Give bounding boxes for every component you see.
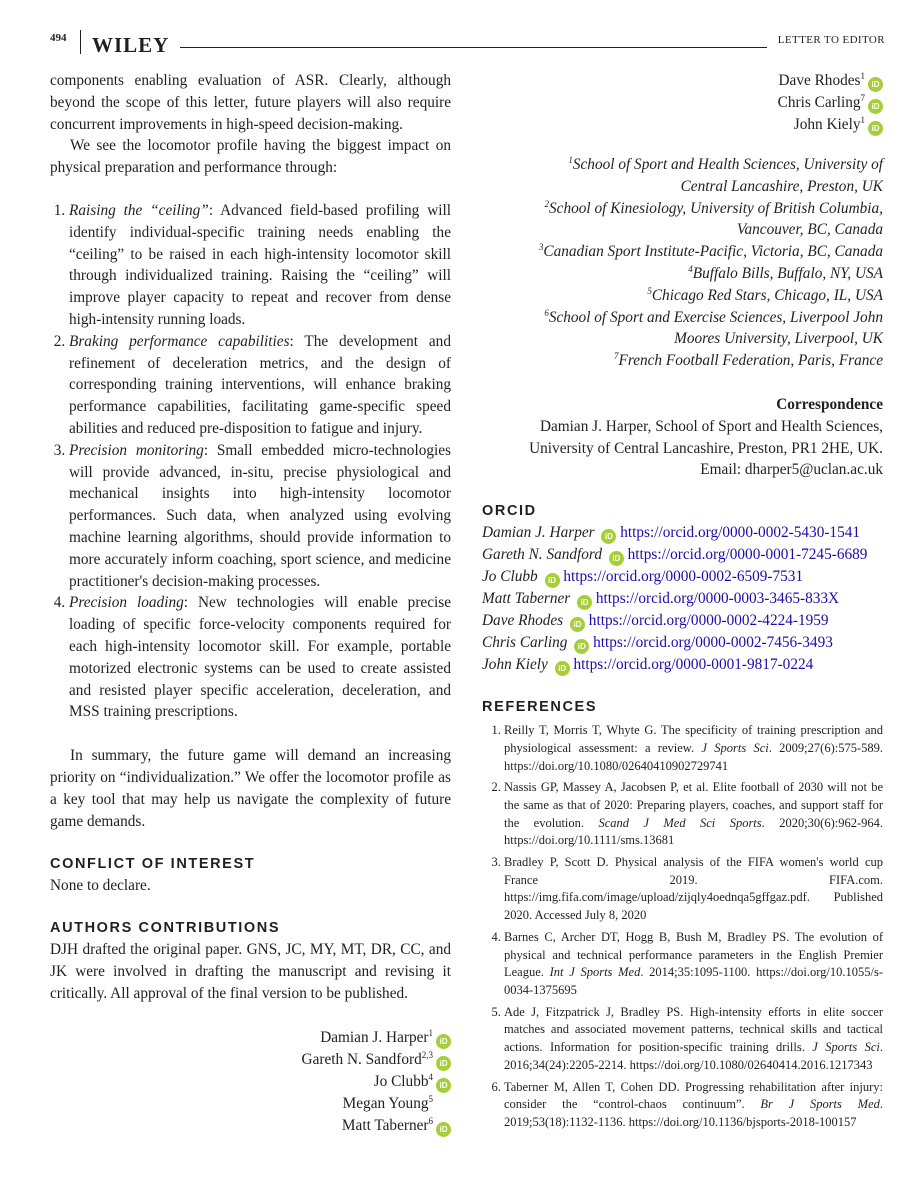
affiliation: $^1$School of Sport and Health Sciences, University of Central Lancashire, Preston, UK: [568, 154, 883, 195]
references-heading: REFERENCES: [482, 699, 598, 716]
orcid-entry: Jo Clubb iD https://orcid.org/0000-0002-6509-7531: [482, 566, 883, 588]
list-item-title: Braking performance capabilities: [69, 332, 290, 350]
orcid-link[interactable]: https://orcid.org/0000-0003-3465-833X: [595, 590, 840, 608]
author-entry: Matt Taberner$^6$iD: [50, 1115, 451, 1137]
affiliation: $^6$School of Sport and Exercise Sciences, Liverpool John Moores University, Liverpool, UK: [544, 307, 883, 348]
orcid-icon[interactable]: iD: [436, 1056, 451, 1071]
orcid-entry: John Kiely iD https://orcid.org/0000-0001-9817-0224: [482, 654, 883, 676]
list-item-text: : New technologies will enable precise loading of specific force-velocity components required for each high-intensity locomotor skill. For example, portable motorized electronic systems can be used to create assisted and resisted player specific acceleration, deceleration, and MSS training prescriptions.: [69, 594, 451, 721]
orcid-icon[interactable]: iD: [436, 1034, 451, 1049]
orcid-icon[interactable]: iD: [577, 595, 592, 610]
author-list-continued: [482, 70, 883, 136]
reference-item: 5. Ade J, Fitzpatrick J, Bradley PS. High-intensity efforts in elite soccer matches and associated movement patterns, technical skills and tactical actions. Information for position-specific training drills. J Sports Sci. 2016;34(24):2205-2214. https://doi.org/10.1080/02640414.2016.1217343: [504, 1004, 883, 1075]
page-header: [50, 30, 885, 58]
orcid-entry: Matt Taberner iD https://orcid.org/0000-0003-3465-833X: [482, 588, 883, 610]
orcid-list: [482, 522, 883, 676]
reference-list: [482, 722, 883, 1131]
orcid-link[interactable]: https://orcid.org/0000-0001-7245-6689: [627, 546, 868, 564]
list-item-text: : The development and refinement of deceleration metrics, and the design of corresponding training interventions, will enhance braking performance capabilities, facilitating game-specific speed abilities and reduced pre-disposition to fatigue and injury.: [69, 332, 451, 437]
reference-item: 1. Reilly T, Morris T, Whyte G. The specificity of training prescription and physiological assessment: a review. J Sports Sci. 2009;27(6):575-589. https://doi.org/10.1080/02640410902729741: [504, 722, 883, 775]
summary-paragraph: In summary, the future game will demand an increasing priority on “individualization.” We offer the locomotor profile as a key tool that may help us navigate the complexity of future game demands.: [50, 747, 451, 830]
orcid-icon[interactable]: iD: [436, 1078, 451, 1093]
coi-text: None to declare.: [50, 877, 151, 895]
left-column: [50, 70, 451, 1137]
orcid-icon[interactable]: iD: [570, 617, 585, 632]
list-item-title: Precision monitoring: [69, 441, 204, 459]
section-label: LETTER TO EDITOR: [777, 34, 885, 46]
orcid-heading: ORCID: [482, 503, 537, 520]
reference-item: 6. Taberner M, Allen T, Cohen DD. Progressing rehabilitation after injury: consider the “control-chaos continuum”. Br J Sports Med. 2019;53(18):1132-1136. https://doi.org/10.1136/bjsports-2018-100157: [504, 1079, 883, 1132]
list-item: [69, 592, 451, 723]
orcid-icon[interactable]: iD: [609, 551, 624, 566]
orcid-entry: Gareth N. Sandford iD https://orcid.org/0000-0001-7245-6689: [482, 544, 883, 566]
orcid-icon[interactable]: iD: [574, 639, 589, 654]
orcid-link[interactable]: https://orcid.org/0000-0001-9817-0224: [573, 656, 814, 674]
author-entry: Chris Carling$^7$iD: [482, 92, 883, 114]
publisher-logo: WILEY: [92, 33, 170, 57]
orcid-icon[interactable]: iD: [601, 529, 616, 544]
orcid-link[interactable]: https://orcid.org/0000-0002-6509-7531: [563, 568, 804, 586]
orcid-icon[interactable]: iD: [868, 77, 883, 92]
body-paragraph: components enabling evaluation of ASR. Clearly, although beyond the scope of this letter, future players will also require concurrent improvements in high-speed decision-making.: [50, 72, 451, 133]
list-item-title: Raising the “ceiling”: [69, 201, 209, 219]
affiliation: $^2$School of Kinesiology, University of British Columbia, Vancouver, BC, Canada: [544, 198, 883, 239]
author-entry: John Kiely$^1$iD: [482, 114, 883, 136]
correspondence-heading: Correspondence: [776, 395, 883, 413]
orcid-icon[interactable]: iD: [868, 121, 883, 136]
author-entry: Damian J. Harper$^1$iD: [50, 1027, 451, 1049]
orcid-icon[interactable]: iD: [545, 573, 560, 588]
body-paragraph: We see the locomotor profile having the biggest impact on physical preparation and performance through:: [50, 137, 451, 177]
author-list: [50, 1027, 451, 1137]
author-entry: Jo Clubb$^4$iD: [50, 1071, 451, 1093]
author-entry: Gareth N. Sandford$^{2,3}$iD: [50, 1049, 451, 1071]
coi-heading: CONFLICT OF INTEREST: [50, 856, 256, 873]
orcid-link[interactable]: https://orcid.org/0000-0002-4224-1959: [588, 612, 829, 630]
list-item: [69, 200, 451, 331]
author-entry: Dave Rhodes$^1$iD: [482, 70, 883, 92]
page-number: 494: [50, 32, 67, 44]
orcid-link[interactable]: https://orcid.org/0000-0002-5430-1541: [620, 524, 861, 542]
affiliations: [482, 154, 883, 372]
reference-item: 2. Nassis GP, Massey A, Jacobsen P, et al. Elite football of 2030 will not be the same as that of 2020: Preparing players, coaches, and support staff for the evolution. Scand J Med Sci Sports. 2020;30(6):962-964. https://doi.org/10.1111/sms.13681: [504, 779, 883, 850]
orcid-icon[interactable]: iD: [436, 1122, 451, 1137]
orcid-entry: Chris Carling iD https://orcid.org/0000-0002-7456-3493: [482, 632, 883, 654]
header-rule: [180, 47, 767, 48]
list-item-text: : Advanced field-based profiling will identify individual-specific training needs enabling the “ceiling” to be raised in each high-intensity locomotor skill through individualized training. Raising the “ceiling” will improve player capacity to repeat and recover from dense high-intensity running loads.: [69, 201, 451, 328]
orcid-icon[interactable]: iD: [555, 661, 570, 676]
list-item-text: : Small embedded micro-technologies will provide advanced, in-situ, precise physiological and mechanical insights into high-intensity locomotor performances. Such data, when analyzed using evolving machine learning algorithms, should provide information to more accurately inform coaching, sport science, and medicine practitioner's decision-making processes.: [69, 441, 451, 590]
affiliation: $^5$Chicago Red Stars, Chicago, IL, USA: [647, 285, 883, 304]
correspondence-email[interactable]: Email: dharper5@uclan.ac.uk: [700, 461, 883, 479]
affiliation: $^7$French Football Federation, Paris, France: [613, 351, 883, 370]
orcid-entry: Dave Rhodes iD https://orcid.org/0000-0002-4224-1959: [482, 610, 883, 632]
list-item: [69, 331, 451, 440]
right-column: [482, 70, 883, 1136]
reference-item: 3. Bradley P, Scott D. Physical analysis of the FIFA women's world cup France 2019. FIFA.com. https://img.fifa.com/image/upload/zijqly4oednqa5gffgaz.pdf. Published 2020. Accessed July 8, 2020: [504, 854, 883, 925]
orcid-entry: Damian J. Harper iD https://orcid.org/0000-0002-5430-1541: [482, 522, 883, 544]
reference-item: 4. Barnes C, Archer DT, Hogg B, Bush M, Bradley PS. The evolution of physical and technical performance parameters in the English Premier League. Int J Sports Med. 2014;35:1095-1100. https://doi.org/10.1055/s-0034-1375695: [504, 929, 883, 1000]
affiliation: $^4$Buffalo Bills, Buffalo, NY, USA: [688, 263, 883, 282]
orcid-icon[interactable]: iD: [868, 99, 883, 114]
correspondence-line: Damian J. Harper, School of Sport and Health Sciences,: [539, 417, 883, 435]
correspondence-block: [482, 416, 883, 481]
list-item: [69, 440, 451, 593]
impact-list: [50, 200, 451, 723]
affiliation: $^3$Canadian Sport Institute-Pacific, Victoria, BC, Canada: [538, 242, 883, 261]
orcid-link[interactable]: https://orcid.org/0000-0002-7456-3493: [593, 634, 833, 652]
contrib-text: DJH drafted the original paper. GNS, JC, MY, MT, DR, CC, and JK were involved in drafting the manuscript and revising it critically. All approval of the final version to be published.: [50, 941, 451, 1002]
contrib-heading: AUTHORS CONTRIBUTIONS: [50, 920, 281, 937]
correspondence-line: University of Central Lancashire, Preston, PR1 2HE, UK.: [529, 439, 883, 457]
header-divider: [80, 30, 81, 54]
list-item-title: Precision loading: [69, 594, 184, 612]
author-entry: Megan Young$^5$: [342, 1094, 433, 1113]
